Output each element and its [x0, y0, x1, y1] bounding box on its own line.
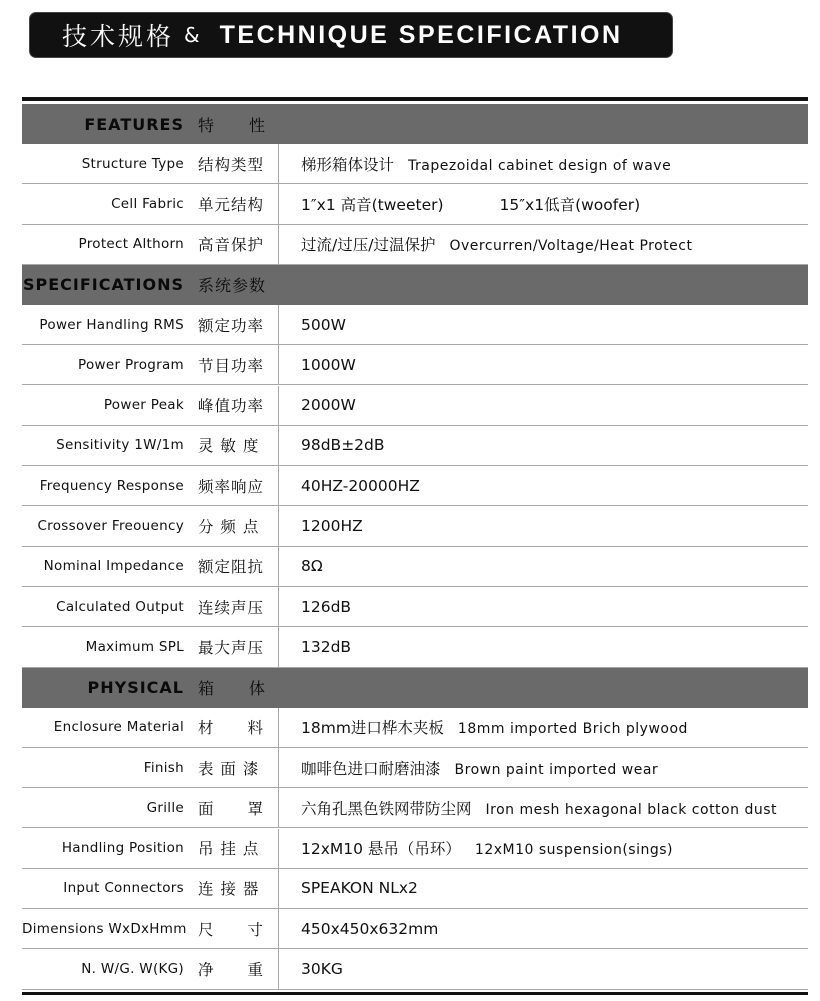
- spec-label-cn: 高音保护: [198, 236, 265, 255]
- spec-label-cn: 额定阻抗: [198, 558, 265, 577]
- spec-label-en: Input Connectors: [63, 880, 184, 897]
- spec-label-en: Frequency Response: [39, 477, 184, 494]
- spec-value: [301, 557, 808, 575]
- spec-row: [22, 144, 808, 184]
- spec-value: [301, 153, 808, 175]
- section-header: [22, 668, 808, 708]
- spec-value: [301, 316, 808, 334]
- spec-value: [301, 517, 808, 535]
- column-divider: [278, 466, 279, 505]
- spec-value-cn: 1000W: [301, 355, 356, 374]
- spec-value: [301, 396, 808, 414]
- spec-label-cn: 最大声压: [198, 638, 265, 657]
- column-divider: [278, 829, 279, 868]
- spec-value: [301, 879, 808, 897]
- column-divider: [278, 869, 279, 908]
- spec-value: [301, 757, 808, 779]
- spec-row: [22, 466, 808, 506]
- spec-value-en: Trapezoidal cabinet design of wave: [408, 157, 672, 174]
- spec-label-cn: 频率响应: [198, 477, 265, 496]
- spec-value: [301, 837, 808, 859]
- title-banner: [30, 13, 672, 57]
- spec-label-en: Crossover Freouency: [37, 518, 184, 535]
- spec-label-en: Structure Type: [81, 155, 184, 172]
- spec-row: [22, 225, 808, 265]
- column-divider: [278, 587, 279, 626]
- spec-value-cn: 132dB: [301, 637, 352, 656]
- spec-row: [22, 949, 808, 989]
- title-english: TECHNIQUE SPECIFICATION: [219, 20, 623, 49]
- spec-row: [22, 305, 808, 345]
- spec-row: [22, 909, 808, 949]
- spec-label-en: Power Program: [78, 356, 184, 373]
- spec-value-cn: 8Ω: [301, 557, 323, 576]
- spec-label-en: Protect Althorn: [78, 236, 184, 253]
- spec-value-cn: 450x450x632mm: [301, 919, 439, 938]
- spec-label-en: Calculated Output: [56, 598, 184, 615]
- spec-value-en: 15″x1低音(woofer): [499, 195, 641, 214]
- spec-value: [301, 598, 808, 616]
- column-divider: [278, 506, 279, 545]
- spec-row: [22, 426, 808, 466]
- column-divider: [278, 184, 279, 223]
- spec-row: [22, 345, 808, 385]
- column-divider: [278, 788, 279, 827]
- spec-value-cn: 12xM10 悬吊（吊环）: [301, 840, 461, 859]
- spec-label-en: Power Handling RMS: [39, 316, 184, 333]
- spec-value-en: Iron mesh hexagonal black cotton dust: [485, 801, 777, 818]
- spec-label-cn: 净 重: [198, 961, 265, 980]
- spec-value: [301, 638, 808, 656]
- bottom-rule: [22, 992, 808, 995]
- spec-row: [22, 788, 808, 828]
- spec-value-cn: 1200HZ: [301, 517, 363, 536]
- column-divider: [278, 225, 279, 264]
- title-chinese: 技术规格: [62, 22, 175, 51]
- spec-value-cn: 2000W: [301, 396, 356, 415]
- spec-label-en: Cell Fabric: [111, 195, 184, 212]
- spec-value-cn: 500W: [301, 315, 346, 334]
- spec-row: [22, 829, 808, 869]
- spec-label-cn: 结构类型: [198, 155, 265, 174]
- spec-label-en: Grille: [146, 799, 184, 816]
- spec-value: [301, 797, 808, 819]
- spec-label-en: Maximum SPL: [85, 638, 184, 655]
- spec-value: [301, 356, 808, 374]
- spec-value-en: Brown paint imported wear: [454, 761, 659, 778]
- title-ampersand: &: [184, 23, 200, 47]
- spec-label-en: N. W/G. W(KG): [81, 961, 184, 978]
- spec-label-cn: 峰值功率: [198, 397, 265, 416]
- spec-value-cn: 40HZ-20000HZ: [301, 476, 420, 495]
- spec-value-cn: 1″x1 高音(tweeter): [301, 195, 444, 214]
- spec-row: [22, 547, 808, 587]
- spec-label-en: Enclosure Material: [53, 719, 184, 736]
- spec-value-cn: 126dB: [301, 597, 352, 616]
- spec-value-cn: 过流/过压/过温保护: [301, 236, 436, 255]
- section-title-cn: 特 性: [198, 115, 267, 135]
- spec-row: [22, 627, 808, 667]
- section-header: [22, 265, 808, 305]
- section-title-cn: 箱 体: [198, 679, 267, 699]
- spec-value: [301, 960, 808, 978]
- spec-value-en: Overcurren/Voltage/Heat Protect: [449, 238, 693, 255]
- spec-row: [22, 587, 808, 627]
- section-title-en: PHYSICAL: [87, 678, 184, 698]
- spec-label-cn: 节目功率: [198, 356, 265, 375]
- spec-value: [301, 233, 808, 255]
- column-divider: [278, 949, 279, 988]
- spec-row: [22, 506, 808, 546]
- spec-row: [22, 386, 808, 426]
- spec-value-en: 18mm imported Brich plywood: [457, 721, 688, 738]
- spec-value-cn: 咖啡色进口耐磨油漆: [301, 759, 441, 778]
- spec-value: [301, 193, 808, 215]
- column-divider: [278, 426, 279, 465]
- spec-label-cn: 灵 敏 度: [198, 437, 260, 456]
- spec-label-en: Dimensions WxDxHmm: [22, 920, 187, 937]
- spec-value-en: 12xM10 suspension(sings): [474, 842, 673, 859]
- spec-label-cn: 单元结构: [198, 195, 265, 214]
- spec-label-en: Finish: [143, 759, 184, 776]
- spec-label-cn: 分 频 点: [198, 518, 260, 537]
- section-title-en: FEATURES: [84, 114, 184, 134]
- spec-value: [301, 477, 808, 495]
- column-divider: [278, 144, 279, 183]
- column-divider: [278, 909, 279, 948]
- spec-label-en: Sensitivity 1W/1m: [56, 437, 184, 454]
- spec-value: [301, 716, 808, 738]
- column-divider: [278, 345, 279, 384]
- top-rule: [22, 97, 808, 101]
- spec-value-cn: 六角孔黑色铁网带防尘网: [301, 799, 472, 818]
- spec-value: [301, 920, 808, 938]
- spec-label-en: Power Peak: [103, 397, 184, 414]
- section-title-cn: 系统参数: [198, 276, 267, 296]
- column-divider: [278, 748, 279, 787]
- spec-label-cn: 额定功率: [198, 316, 265, 335]
- spec-row: [22, 748, 808, 788]
- spec-label-en: Nominal Impedance: [43, 558, 184, 575]
- spec-value: [301, 436, 808, 454]
- section-header: [22, 104, 808, 144]
- spec-label-cn: 连续声压: [198, 598, 265, 617]
- spec-label-cn: 尺 寸: [198, 920, 265, 939]
- spec-label-cn: 连 接 器: [198, 880, 260, 899]
- spec-row: [22, 184, 808, 224]
- spec-label-cn: 材 料: [198, 719, 265, 738]
- column-divider: [278, 627, 279, 666]
- spec-label-cn: 吊 挂 点: [198, 840, 260, 859]
- spec-value-cn: SPEAKON NLx2: [301, 879, 418, 898]
- spec-label-cn: 表 面 漆: [198, 759, 260, 778]
- spec-label-en: Handling Position: [61, 840, 184, 857]
- section-title-en: SPECIFICATIONS: [22, 275, 184, 295]
- column-divider: [278, 386, 279, 425]
- spec-value-cn: 18mm进口桦木夹板: [301, 719, 444, 738]
- spec-label-cn: 面 罩: [198, 799, 265, 818]
- spec-value-cn: 30KG: [301, 960, 343, 979]
- spec-value-cn: 98dB±2dB: [301, 436, 385, 455]
- spec-row: [22, 708, 808, 748]
- spec-row: [22, 869, 808, 909]
- column-divider: [278, 708, 279, 747]
- spec-value-cn: 梯形箱体设计: [301, 155, 395, 174]
- column-divider: [278, 305, 279, 344]
- column-divider: [278, 547, 279, 586]
